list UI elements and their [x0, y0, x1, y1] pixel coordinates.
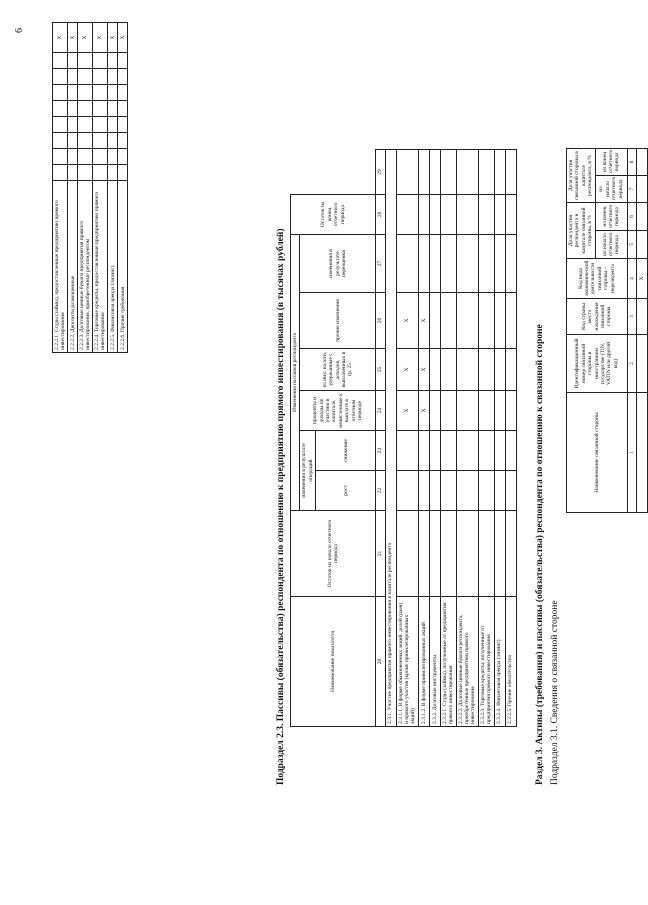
empty-cell	[440, 150, 456, 195]
empty-cell	[637, 148, 648, 175]
row-label: 2.3.2.4. Финансовая аренда (лизинг)	[494, 597, 505, 727]
empty-cell	[478, 511, 494, 597]
empty-cell	[78, 165, 93, 181]
column-number: 21	[376, 511, 385, 597]
empty-cell	[93, 133, 108, 149]
table-2-3-body	[385, 150, 516, 727]
table-2-2-continuation	[52, 22, 128, 353]
empty-cell	[440, 349, 456, 391]
empty-cell	[478, 431, 494, 471]
column-number: 26	[376, 293, 385, 349]
column-number: 24	[376, 391, 385, 431]
row-label: 2.3.2.5. Прочие обязательства	[505, 597, 516, 727]
table-row	[505, 150, 516, 727]
row-label: 2.3.1.2. В форме привилегированных акций	[418, 597, 429, 727]
empty-cell	[396, 511, 418, 597]
empty-cell	[68, 53, 78, 69]
empty-cell	[456, 194, 478, 234]
col-header-growth: рост	[316, 471, 376, 511]
empty-cell	[429, 150, 440, 195]
empty-cell	[68, 117, 78, 133]
empty-cell	[429, 234, 440, 292]
empty-cell	[505, 431, 516, 471]
table-row	[494, 150, 505, 727]
section-2-3-title: Подраздел 2.3. Пассивы (обязательства) респондента по отношению к предприятию прямого инвестирования (в тысячах рублей)	[276, 228, 286, 785]
empty-cell	[505, 511, 516, 597]
table-3-1	[566, 148, 648, 513]
column-number: 22	[376, 471, 385, 511]
empty-cell	[93, 85, 108, 101]
x-mark: X	[108, 23, 118, 53]
empty-cell	[429, 511, 440, 597]
row-label: 2.2.2.3. Долговые ценные бумаги предприятия прямого инвестирования, приобретенные респондентом	[78, 181, 93, 353]
column-number: 8	[627, 148, 636, 175]
empty-cell	[456, 349, 478, 391]
table-2-3	[290, 149, 517, 727]
col-header-reval: изменения в результате переоценки	[300, 234, 376, 292]
empty-cell	[93, 69, 108, 85]
column-number: 1	[627, 393, 636, 513]
empty-cell	[93, 149, 108, 165]
row-label: 2.2.2.2. Депозиты размещенные	[68, 181, 78, 353]
empty-cell	[494, 293, 505, 349]
empty-cell	[478, 391, 494, 431]
empty-cell	[494, 391, 505, 431]
empty-cell	[93, 101, 108, 117]
table-row	[456, 150, 478, 727]
row-label: 2.3.2.3. Торговые кредиты, полученные от предприятия прямого инвестирования	[478, 597, 494, 727]
column-number-row	[376, 150, 385, 727]
table-row	[429, 150, 440, 727]
empty-cell	[418, 511, 429, 597]
row-label: 2.2.2.4. Торговые кредиты, предоставленные предприятию прямого инвестирования	[93, 181, 108, 353]
empty-cell	[429, 391, 440, 431]
empty-cell	[478, 349, 494, 391]
empty-cell	[108, 133, 118, 149]
table-row	[68, 23, 78, 353]
empty-cell	[440, 293, 456, 349]
empty-cell	[68, 101, 78, 117]
x-mark: X	[418, 349, 429, 391]
empty-cell	[108, 117, 118, 133]
column-number-row	[627, 148, 636, 512]
column-number: 6	[627, 202, 636, 230]
row-label: 2.3.2.2. Долговые ценные бумаги респондента, приобретенные предприятием прямого инвестирования	[456, 597, 478, 727]
empty-cell	[494, 511, 505, 597]
empty-cell	[108, 101, 118, 117]
table-row	[385, 150, 396, 727]
empty-cell	[93, 53, 108, 69]
x-mark: X	[53, 23, 68, 53]
table-row	[637, 148, 648, 512]
col-header-share-rel-end: на конец отчетного периода	[595, 148, 627, 175]
empty-cell	[429, 431, 440, 471]
col-header-start: Остаток на начало отчетного периода	[291, 511, 376, 597]
empty-cell	[494, 150, 505, 195]
empty-cell	[505, 391, 516, 431]
empty-cell	[494, 234, 505, 292]
empty-cell	[68, 149, 78, 165]
table-row	[53, 23, 68, 353]
col-header-share-resp-end: на конец отчетного периода	[595, 202, 627, 230]
empty-cell	[118, 69, 128, 85]
column-number: 28	[376, 194, 385, 234]
table-row	[93, 23, 108, 353]
empty-cell	[440, 431, 456, 471]
empty-cell	[418, 431, 429, 471]
empty-cell	[456, 511, 478, 597]
table-row	[396, 150, 418, 727]
empty-cell	[440, 511, 456, 597]
empty-cell	[108, 165, 118, 181]
x-mark: X	[637, 259, 648, 299]
empty-cell	[637, 231, 648, 259]
empty-cell	[53, 101, 68, 117]
empty-cell	[418, 194, 429, 234]
empty-cell	[53, 53, 68, 69]
empty-cell	[505, 234, 516, 292]
row-label: 2.3.1.1. В форме обыкновенных акций, долей (паев) и прямого участия (кроме привилегированных акций)	[396, 597, 418, 727]
empty-cell	[418, 234, 429, 292]
col-header-share-rel-start: на начало отчетного периода	[595, 175, 627, 202]
x-mark: X	[118, 23, 128, 53]
empty-cell	[418, 150, 429, 195]
empty-cell	[53, 85, 68, 101]
table-row	[478, 150, 494, 727]
row-label: 2.3.1. Участие предприятия прямого инвестирования в капитале респондента	[385, 150, 396, 727]
empty-cell	[78, 117, 93, 133]
empty-cell	[68, 165, 78, 181]
empty-cell	[93, 117, 108, 133]
column-number: 23	[376, 431, 385, 471]
empty-cell	[78, 53, 93, 69]
x-mark: X	[68, 23, 78, 53]
col-header-ops: изменения в результате операций	[300, 431, 316, 511]
empty-cell	[108, 85, 118, 101]
empty-cell	[456, 431, 478, 471]
empty-cell	[637, 299, 648, 335]
column-number: 4	[627, 259, 636, 299]
empty-cell	[505, 293, 516, 349]
column-number: 5	[627, 231, 636, 259]
row-label: 2.3.2.1. Ссуды (займы), полученные от предприятия прямого инвестирования	[440, 597, 456, 727]
empty-cell	[440, 471, 456, 511]
col-header-share-resp: Доля участия респондента в капитале связанной стороны, в %	[567, 202, 596, 258]
empty-cell	[494, 349, 505, 391]
section-3-1-title: Подраздел 3.1. Сведения о связанной стороне	[550, 600, 560, 785]
empty-cell	[429, 293, 440, 349]
empty-cell	[396, 234, 418, 292]
empty-cell	[118, 101, 128, 117]
empty-cell	[637, 335, 648, 393]
page-number: 6	[14, 28, 25, 33]
col-header-country: Код страны места нахождения связанной стороны	[567, 299, 628, 335]
empty-cell	[118, 149, 128, 165]
empty-cell	[505, 194, 516, 234]
empty-cell	[494, 431, 505, 471]
empty-cell	[118, 53, 128, 69]
empty-cell	[456, 293, 478, 349]
empty-cell	[440, 234, 456, 292]
col-header-share-rel: Доля участия связанной стороны в капитале респондента, в %	[567, 148, 596, 202]
empty-cell	[78, 85, 93, 101]
empty-cell	[118, 117, 128, 133]
x-mark: X	[78, 23, 93, 53]
col-header-id: Идентификационный номер связанной стороны в иностранном государстве (TIN, VATIN или другой код)	[567, 335, 628, 393]
empty-cell	[68, 85, 78, 101]
column-number: 3	[627, 299, 636, 335]
empty-cell	[505, 471, 516, 511]
column-number: 25	[376, 349, 385, 391]
empty-cell	[396, 431, 418, 471]
empty-cell	[429, 349, 440, 391]
empty-cell	[53, 149, 68, 165]
x-mark: X	[396, 349, 418, 391]
table-row	[418, 150, 429, 727]
empty-cell	[53, 117, 68, 133]
col-header-end: Остаток на конец отчетного периода	[291, 194, 376, 234]
empty-cell	[478, 234, 494, 292]
table-row	[118, 23, 128, 353]
empty-cell	[456, 391, 478, 431]
empty-cell	[78, 69, 93, 85]
row-label: 2.2.2.5. Финансовая аренда (лизинг)	[108, 181, 118, 353]
empty-cell	[494, 194, 505, 234]
empty-cell	[396, 150, 418, 195]
table-row	[108, 23, 118, 353]
col-header-percent: проценты и доходы по участию в капитале, начисленные к выплате в отчетном периоде	[300, 391, 376, 431]
empty-cell	[478, 194, 494, 234]
empty-cell	[396, 471, 418, 511]
table-row	[78, 23, 93, 353]
table-2-2-body	[53, 23, 128, 353]
empty-cell	[68, 69, 78, 85]
empty-cell	[429, 194, 440, 234]
empty-cell	[108, 69, 118, 85]
section-3-title: Раздел 3. Активы (требования) и пассивы (обязательства) респондента по отношению к связанной стороне	[535, 324, 545, 785]
empty-cell	[637, 175, 648, 202]
empty-cell	[637, 393, 648, 513]
column-number: 29	[376, 150, 385, 195]
empty-cell	[118, 133, 128, 149]
column-number: 27	[376, 234, 385, 292]
empty-cell	[478, 293, 494, 349]
empty-cell	[53, 69, 68, 85]
x-mark: X	[396, 391, 418, 431]
row-label: 2.2.2.1. Ссуды (займы), предоставленные предприятию прямого инвестирования	[53, 181, 68, 353]
col-header-share-resp-start: на начало отчетного периода	[595, 231, 627, 259]
empty-cell	[440, 391, 456, 431]
column-number: 7	[627, 175, 636, 202]
col-header-activity: Код вида экономической деятельности связанной стороны – нерезидента	[567, 259, 628, 299]
empty-cell	[68, 133, 78, 149]
empty-cell	[108, 149, 118, 165]
row-label: 2.3.2. Долговые инструменты	[429, 597, 440, 727]
empty-cell	[440, 194, 456, 234]
row-label: 2.2.2.6. Прочие требования	[118, 181, 128, 353]
empty-cell	[478, 150, 494, 195]
empty-cell	[456, 150, 478, 195]
empty-cell	[456, 234, 478, 292]
x-mark: X	[396, 293, 418, 349]
col-header-changes: Изменения пассивов респондента	[291, 234, 300, 510]
empty-cell	[478, 471, 494, 511]
col-header-decline: снижение	[316, 431, 376, 471]
col-header-other: прочие изменения	[300, 293, 376, 349]
empty-cell	[108, 53, 118, 69]
col-header-related-name: Наименование связанной стороны	[567, 393, 628, 513]
empty-cell	[505, 349, 516, 391]
empty-cell	[505, 150, 516, 195]
table-row	[440, 150, 456, 727]
empty-cell	[78, 149, 93, 165]
empty-cell	[118, 165, 128, 181]
column-number: 20	[376, 597, 385, 727]
empty-cell	[118, 85, 128, 101]
empty-cell	[396, 194, 418, 234]
empty-cell	[53, 165, 68, 181]
empty-cell	[494, 471, 505, 511]
empty-cell	[429, 471, 440, 511]
empty-cell	[637, 202, 648, 230]
empty-cell	[456, 471, 478, 511]
x-mark: X	[93, 23, 108, 53]
empty-cell	[93, 165, 108, 181]
x-mark: X	[418, 391, 429, 431]
empty-cell	[78, 101, 93, 117]
col-header-name: Наименование показателя	[291, 597, 376, 727]
column-number: 2	[627, 335, 636, 393]
x-mark: X	[418, 293, 429, 349]
col-header-percent-incl: из них: налоги, удержанные с доходов, выплаченных в гр. 25	[300, 349, 376, 391]
empty-cell	[53, 133, 68, 149]
empty-cell	[418, 471, 429, 511]
empty-cell	[78, 133, 93, 149]
